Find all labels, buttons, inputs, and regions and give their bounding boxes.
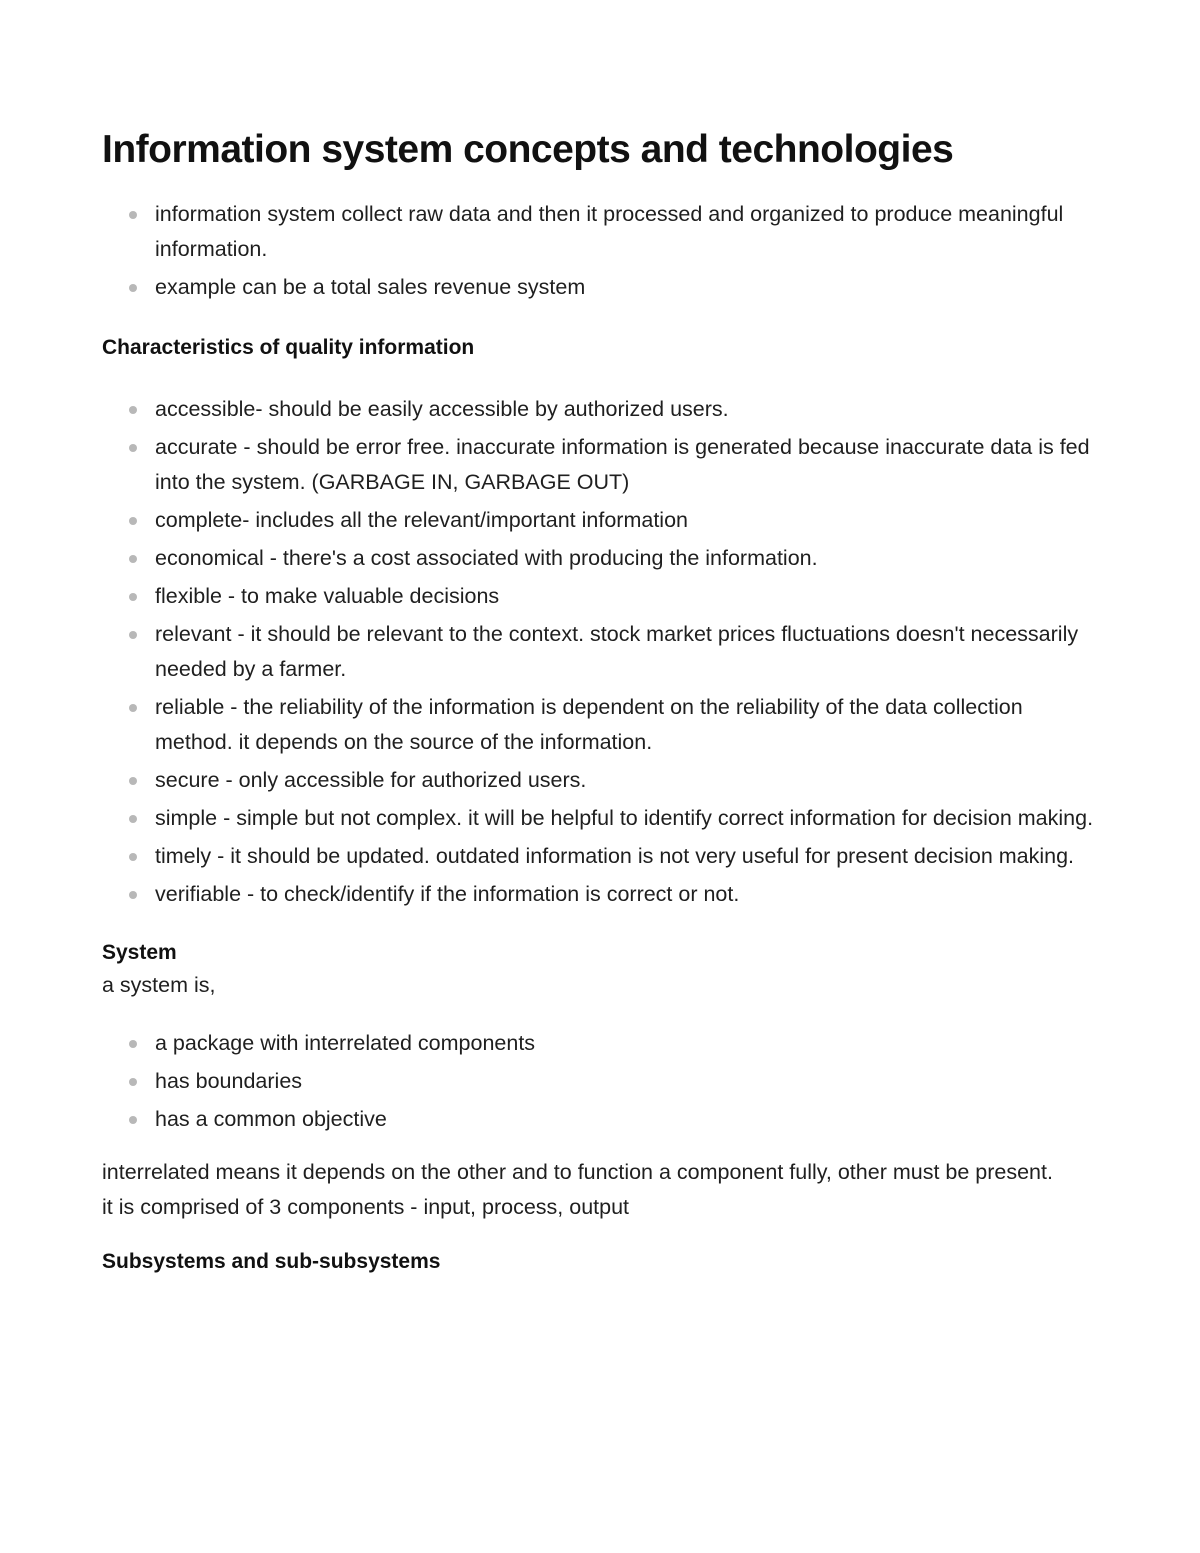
paragraph-interrelated: interrelated means it depends on the other and to function a component fully, other must be present. [102, 1160, 1053, 1184]
system-intro-text: a system is, [102, 973, 216, 997]
intro-list [102, 197, 1102, 305]
bullet-icon [129, 284, 137, 292]
list-item-text: verifiable - to check/identify if the information is correct or not. [155, 882, 740, 906]
bullet-icon [129, 406, 137, 414]
list-item-text: simple - simple but not complex. it will be helpful to identify correct information for decision making. [155, 806, 1094, 830]
bullet-icon [129, 211, 137, 219]
bullet-icon [129, 517, 137, 525]
page-title: Information system concepts and technologies [102, 128, 954, 171]
list-item-text: accessible- should be easily accessible by authorized users. [155, 397, 729, 421]
list-item [102, 1026, 1102, 1061]
document-page [102, 122, 1102, 1277]
list-item [102, 541, 1102, 576]
bullet-icon [129, 1078, 137, 1086]
bullet-icon [129, 1040, 137, 1048]
list-item [102, 430, 1102, 500]
section-heading-characteristics: Characteristics of quality information [102, 336, 475, 359]
list-item-text: relevant - it should be relevant to the context. stock market prices fluctuations doesn't necessarily needed by a farmer. [155, 622, 1079, 681]
bullet-icon [129, 891, 137, 899]
list-item-text: has boundaries [155, 1069, 303, 1093]
list-item-text: economical - there's a cost associated with producing the information. [155, 546, 818, 570]
system-list [102, 1026, 1102, 1137]
list-item [102, 801, 1102, 836]
bullet-icon [129, 853, 137, 861]
bullet-icon [129, 815, 137, 823]
list-item-text: reliable - the reliability of the information is dependent on the reliability of the data collection method. it depends on the source of the information. [155, 695, 1023, 754]
list-item-text: example can be a total sales revenue system [155, 275, 586, 299]
list-item [102, 579, 1102, 614]
list-item-text: flexible - to make valuable decisions [155, 584, 500, 608]
list-item [102, 617, 1102, 687]
list-item-text: accurate - should be error free. inaccurate information is generated because inaccurate data is fed into the system. (GARBAGE IN, GARBAGE OUT) [155, 435, 1090, 494]
list-item [102, 197, 1102, 267]
section-heading-system: System [102, 941, 177, 964]
list-item [102, 392, 1102, 427]
bullet-icon [129, 704, 137, 712]
list-item-text: complete- includes all the relevant/important information [155, 508, 688, 532]
bullet-icon [129, 593, 137, 601]
list-item [102, 763, 1102, 798]
list-item [102, 1102, 1102, 1137]
list-item-text: information system collect raw data and then it processed and organized to produce meaningful information. [155, 202, 1064, 261]
list-item [102, 690, 1102, 760]
bullet-icon [129, 631, 137, 639]
characteristics-list [102, 392, 1102, 912]
bullet-icon [129, 1116, 137, 1124]
bullet-icon [129, 444, 137, 452]
list-item-text: has a common objective [155, 1107, 387, 1131]
list-item-text: timely - it should be updated. outdated information is not very useful for present decision making. [155, 844, 1075, 868]
list-item [102, 1064, 1102, 1099]
list-item [102, 877, 1102, 912]
list-item-text: a package with interrelated components [155, 1031, 536, 1055]
list-item [102, 503, 1102, 538]
paragraph-components: it is comprised of 3 components - input, process, output [102, 1195, 630, 1219]
bullet-icon [129, 777, 137, 785]
bullet-icon [129, 555, 137, 563]
section-heading-subsystems: Subsystems and sub-subsystems [102, 1250, 441, 1273]
list-item-text: secure - only accessible for authorized users. [155, 768, 587, 792]
list-item [102, 270, 1102, 305]
list-item [102, 839, 1102, 874]
